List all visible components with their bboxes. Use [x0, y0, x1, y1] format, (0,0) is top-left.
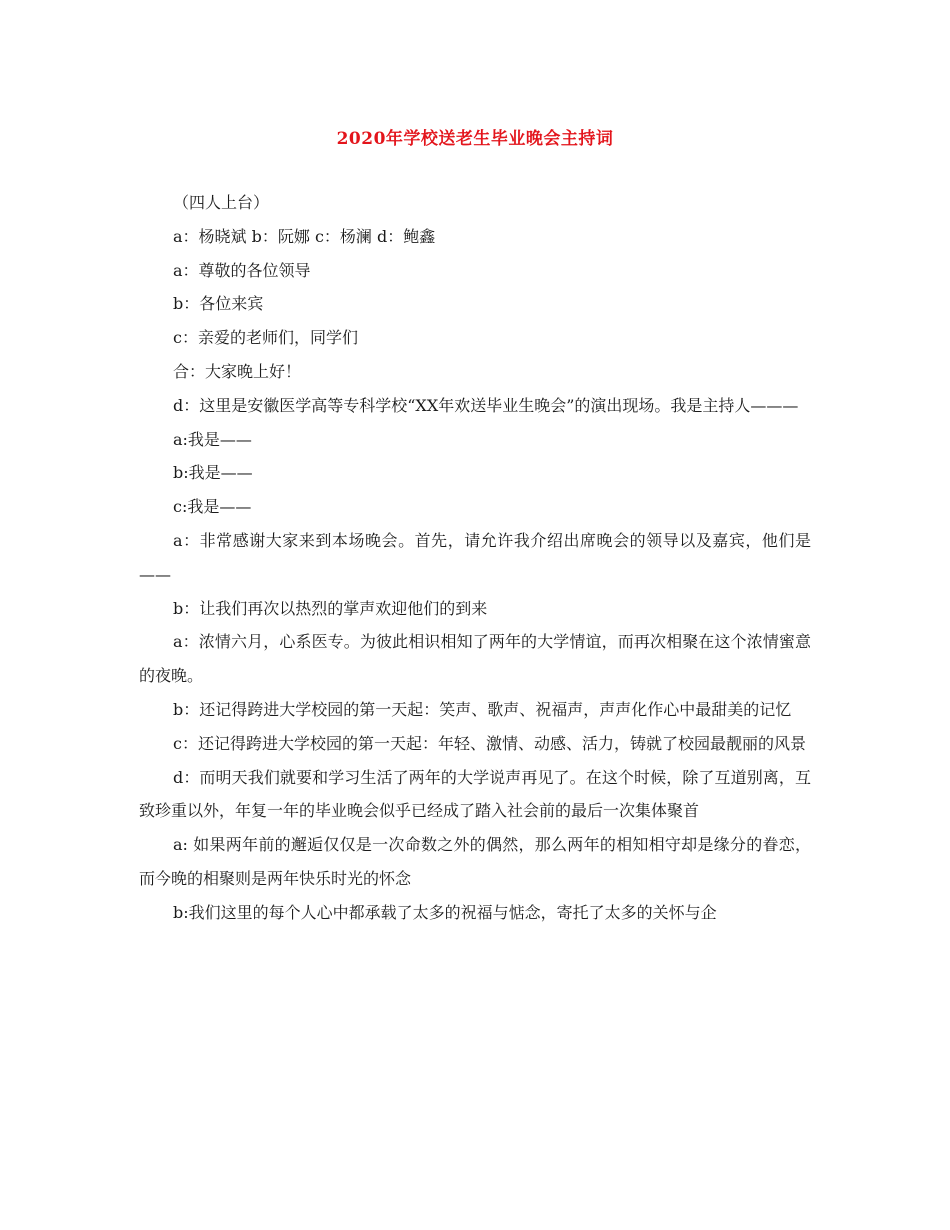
paragraph: b：还记得跨进大学校园的第一天起：笑声、歌声、祝福声，声声化作心中最甜美的记忆 — [173, 699, 792, 719]
paragraph: b:我们这里的每个人心中都承载了太多的祝福与惦念，寄托了太多的关怀与企 — [173, 902, 717, 922]
paragraph: d：而明天我们就要和学习生活了两年的大学说声再见了。在这个时候，除了互道别离，互致珍重以外，年复一年的毕业晚会似乎已经成了踏入社会前的最后一次集体聚首 — [139, 767, 811, 821]
paragraph: a：尊敬的各位领导 — [173, 260, 311, 280]
paragraph: 合：大家晚上好！ — [173, 361, 302, 381]
paragraph: a：浓情六月，心系医专。为彼此相识相知了两年的大学情谊，而再次相聚在这个浓情蜜意的夜晚。 — [139, 632, 811, 686]
document-title: 2020年学校送老生毕业晚会主持词 — [336, 129, 614, 149]
paragraph: c：亲爱的老师们，同学们 — [173, 328, 358, 348]
paragraph: a:我是—— — [173, 429, 252, 449]
paragraph: b:我是—— — [173, 463, 253, 483]
paragraph-host-names: a：杨晓斌 b：阮娜 c：杨澜 d：鲍鑫 — [173, 226, 436, 246]
paragraph: c：还记得跨进大学校园的第一天起：年轻、激情、动感、活力，铸就了校园最靓丽的风景 — [173, 733, 806, 753]
paragraph: c:我是—— — [173, 497, 252, 517]
paragraph: b：让我们再次以热烈的掌声欢迎他们的到来 — [173, 598, 488, 618]
paragraph: a：非常感谢大家来到本场晚会。首先，请允许我介绍出席晚会的领导以及嘉宾，他们是—— — [139, 530, 811, 584]
paragraph: b：各位来宾 — [173, 294, 264, 314]
document-body — [139, 186, 811, 930]
paragraph-stage-direction: （四人上台） — [173, 193, 270, 212]
paragraph: a: 如果两年前的邂逅仅仅是一次命数之外的偶然，那么两年的相知相守却是缘分的眷恋，而今晚的相聚则是两年快乐时光的怀念 — [139, 835, 811, 888]
paragraph: d：这里是安徽医学高等专科学校“XX年欢送毕业生晚会”的演出现场。我是主持人——— — [173, 395, 799, 415]
